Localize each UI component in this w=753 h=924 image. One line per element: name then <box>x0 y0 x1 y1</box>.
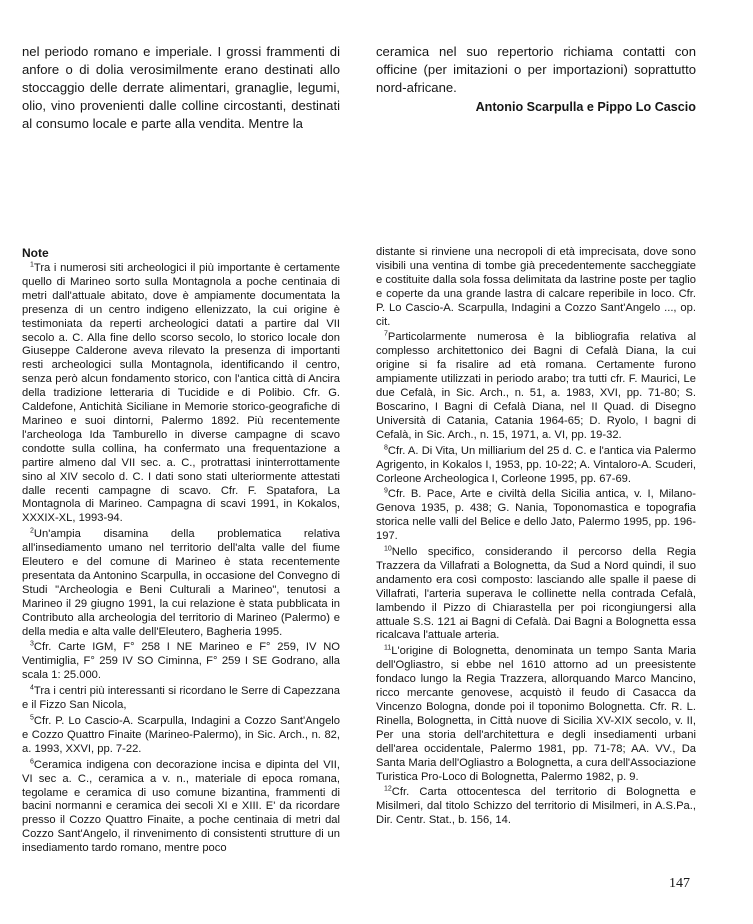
footnote-text: Tra i centri più interessanti si ricordano le Serre di Capezzana e il Fizzo San Nicola, <box>22 685 340 712</box>
author-signature: Antonio Scarpulla e Pippo Lo Cascio <box>475 100 696 114</box>
footnote-text: Cfr. B. Pace, Arte e civiltà della Sicilia antica, v. I, Milano-Genova 1935, p. 438; G. Nania, Toponomastica e topografia storica nelle valli del Belice e dello Jato, Palermo 1995, pp. 196-197. <box>376 488 696 543</box>
footnote-11 <box>376 645 696 784</box>
notes-heading: Note <box>22 246 49 260</box>
footnote-6 <box>22 759 340 856</box>
footnote-number: 2 <box>30 527 34 535</box>
page-number: 147 <box>669 876 690 891</box>
footnote-4 <box>22 685 340 713</box>
footnote-number: 6 <box>30 757 34 765</box>
footnote-text: Tra i numerosi siti archeologici il più importante è certamente quello di Marineo sorto sulla Montagnola a poche centinaia di metri dall'attuale abitato, dove è ampiamente documentata la presenza di un centro indigeno ellenizzato, la cui origine è testimoniata da reperti archeologici datati a partire dal VII secolo a. C. Alla fine dello scorso secolo, lo storico locale don Giuseppe Calderone aveva rilevato la presenza di importanti resti archeologici sulla Montagnola, identificando il centro, senza però alcun fondamento storico, con l'antica città di Ancira della tradizione letteraria di Tucidide e di Polibio. Cfr. G. Caldefone, Antichità Siciliane in Memorie storico-geografiche di Marineo e suoi dintorni, Palermo 1892. Più recentemente l'archeologa Ida Tamburello in diverse campagne di scavo condotte sulla collina, ha confermato una frequentazione a partire almeno dal VII sec. a. C., protrattasi ininterrottamente sino al XIV secolo d. C. I dati sono stati ulteriormente attestati dalle recenti campagne di scavo. Cfr. F. Spatafora, La Montagnola di Marineo. Campagna di scavi 1991, in Kokalos, XXXIX-XL, 1993-94. <box>22 262 340 525</box>
footnote-number: 7 <box>384 330 388 338</box>
footnote-number: 9 <box>384 487 388 495</box>
footnote-text: Cfr. P. Lo Cascio-A. Scarpulla, Indagini a Cozzo Sant'Angelo e Cozzo Quattro Finaite (Marineo-Palermo), in Sic. Arch., n. 82, a. 1993, XXVI, pp. 7-22. <box>22 715 340 755</box>
footnote-5 <box>22 715 340 757</box>
body-paragraph-left: nel periodo romano e imperiale. I grossi frammenti di anfore o di dolia verosimilmente erano destinati allo stoccaggio delle derrate alimentari, granaglie, legumi, olio, vino provenienti dalle colline circostanti, destinati al consumo locale e parte alla vendita. Mentre la <box>22 44 340 131</box>
notes-column-left <box>22 246 340 858</box>
footnote-10 <box>376 546 696 643</box>
footnote-9 <box>376 488 696 544</box>
footnote-number: 3 <box>30 640 34 648</box>
body-column-left <box>22 43 340 133</box>
footnote-7 <box>376 331 696 442</box>
footnote-text: L'origine di Bolognetta, denominata un tempo Santa Maria dell'Ogliastro, si ebbe nel 1610 attorno ad un preesistente fondaco lungo la Regia Trazzera, allorquando Marco Mancino, ricco mercante genovese, acquistò il feudo di Casacca da Vincenzo Bologna, donde poi il toponimo Bolognetta. Cfr. R. L. Rinella, Bolognetta, in Città nuove di Sicilia XV-XIX secolo, v. II, Per una storia dell'architettura e degli insediamenti urbani dell'area occidentale, Palermo 1981, pp. 71-78; AA. VV., Da Santa Maria dell'Ogliastro a Bolognetta, a cura dell'Associazione Turistica Pro-Loco di Bolognetta, Palermo 1982, p. 9. <box>376 645 696 783</box>
footnote-text: Cfr. Carte IGM, F° 258 I NE Marineo e F° 259, IV NO Ventimiglia, F° 259 IV SO Ciminna, F° 259 I SE Godrano, alla scala 1: 25.000. <box>22 641 340 682</box>
footnote-6-continued: distante si rinviene una necropoli di età imprecisata, dove sono visibili una ventina di tombe già precedentemente saccheggiate e costituite dalla sola fossa delimitata da lastrine poste per taglio e coperte da una grande lastra di calcare reperibile in loco. Cfr. P. Lo Cascio-A. Scarpulla, Indagini a Cozzo Sant'Angelo ..., op. cit. <box>376 246 696 328</box>
footnote-text: Ceramica indigena con decorazione incisa e dipinta del VII, VI sec a. C., ceramica a v. n., materiale di epoca romana, tegolame e ceramica di uso comune bizantina, frammenti di bacini normanni e ceramica dei secoli XI e XIII. E' da ricordare presso il Cozzo Quattro Finaite, a poche centinaia di metri dal Cozzo Sant'Angelo, il rinvenimento di consistenti strutture di un insediamento tardo romano, mentre poco <box>22 758 340 855</box>
footnote-text: Cfr. Carta ottocentesca del territorio di Bolognetta e Misilmeri, dal titolo Schizzo del territorio di Misilmeri, in A.S.Pa., Dir. Centr. Stat., b. 156, 14. <box>376 786 696 827</box>
footnote-number: 5 <box>30 714 34 722</box>
footnote-number: 11 <box>384 644 392 652</box>
footnote-number: 8 <box>384 443 388 451</box>
notes-column-right <box>376 246 696 830</box>
footnote-text: Cfr. A. Di Vita, Un milliarium del 25 d. C. e l'antica via Palermo Agrigento, in Kokalos I, 1953, pp. 10-22; A. Vintaloro-A. Scuderi, Corleone Archeologica I, Corleone 1995, pp. 67-69. <box>376 444 696 485</box>
footnote-number: 10 <box>384 545 392 553</box>
footnote-12 <box>376 786 696 828</box>
footnote-number: 1 <box>30 261 34 269</box>
body-paragraph-right: ceramica nel suo repertorio richiama contatti con officine (per imitazioni o per importazioni) soprattutto nord-africane. <box>376 44 696 95</box>
footnote-3 <box>22 641 340 683</box>
footnote-8 <box>376 445 696 487</box>
footnote-1 <box>22 262 340 526</box>
footnote-2 <box>22 528 340 639</box>
footnote-text: Nello specifico, considerando il percorso della Regia Trazzera da Villafrati a Bolognetta, da Sud a Nord quindi, il suo andamento era così composto: lasciando alle spalle il paese di Villafrati, l'arteria superava le collinette nella contrada Cefalà, lambendo il Pizzo di Chiarastella per poi ricongiungersi alla attuale S.S. 121 ai Bagni di Cefalà. Dai Bagni a Bolognetta essa ricalcava l'attuale arteria. <box>376 546 696 642</box>
body-column-right <box>376 43 696 116</box>
footnote-text: Un'ampia disamina della problematica relativa all'insediamento umano nel territorio dell'alta valle del fiume Eleutero e del comune di Marineo è stata recentemente presentata da Antonino Scarpulla, in occasione del Convegno di Studi "Archeologia e Beni Culturali a Marineo", tenutosi a Marineo il 29 giugno 1991, la cui relazione è stata pubblicata in Contributo alla archeologia del territorio di Marineo (Palermo) e della media e alta valle dell'Eleutero, Bagheria 1995. <box>22 528 340 638</box>
footnote-number: 4 <box>30 684 34 692</box>
footnote-number: 12 <box>384 785 392 793</box>
footnote-text: Particolarmente numerosa è la bibliografia relativa al complesso architettonico dei Bagni di Cefalà Diana, la cui origine si fa risalire ad età romana. Certamente furono ampiamente utilizzati in periodo arabo; tra tutti cfr. F. Maurici, Le due Cefalà, in Sic. Arch., n. 51, a. 1983, XVI, pp. 71-80; S. Boscarino, I Bagni di Cefalà Diana, nel II Quad. di Disegno Università di Catania, Catania 1964-65; D. Ryolo, I bagni di Cefalà, in Sic. Arch., n. 15, 1971, a. VI, pp. 19-32. <box>376 331 696 441</box>
